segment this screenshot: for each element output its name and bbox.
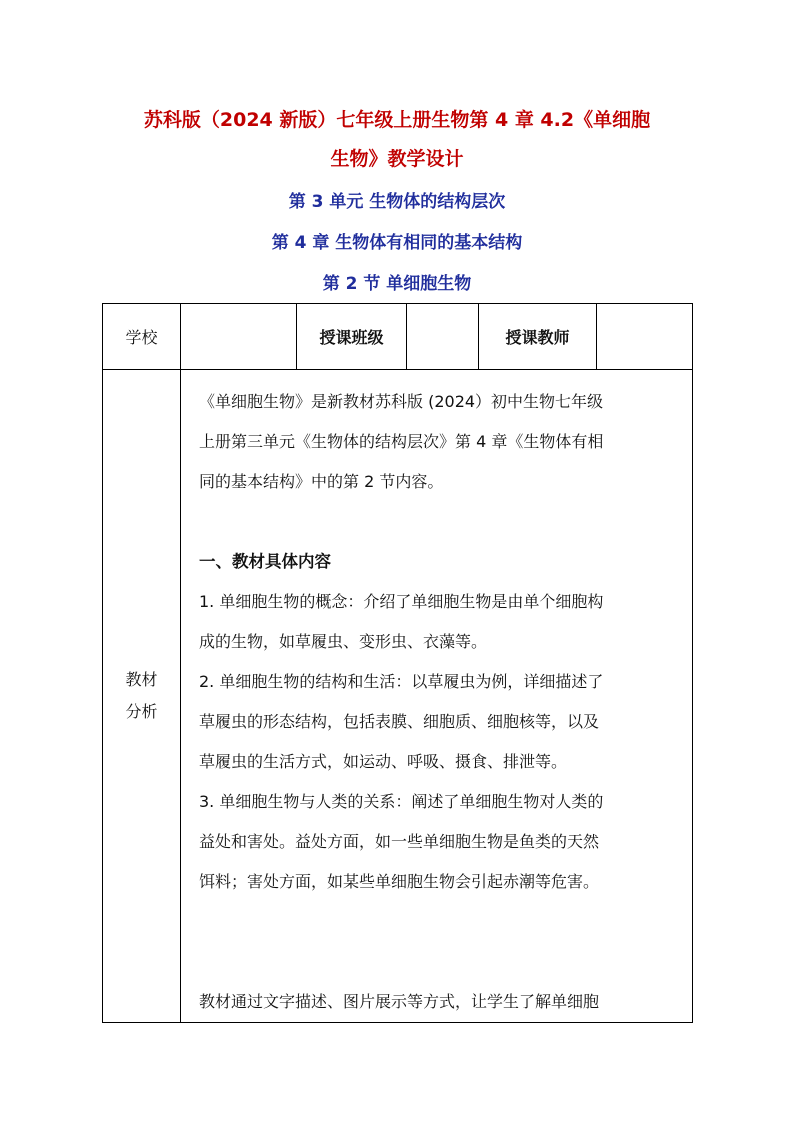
section-heading: 第 2 节 单细胞生物 [322,274,472,294]
teacher-value[interactable] [597,304,693,370]
point-3-line-2: 益处和害处。益处方面，如一些单细胞生物是鱼类的天然 [199,832,600,851]
class-value[interactable] [407,304,479,370]
point-2-line-2: 草履虫的形态结构，包括表膜、细胞质、细胞核等，以及 [199,712,600,731]
point-2-line-3: 草履虫的生活方式，如运动、呼吸、摄食、排泄等。 [199,752,568,771]
analysis-label [103,370,181,1023]
intro-line-3: 同的基本结构》中的第 2 节内容。 [199,472,444,491]
intro-line-2: 上册第三单元《生物体的结构层次》第 4 章《生物体有相 [199,432,604,451]
analysis-content [181,370,692,1022]
intro-line-1: 《单细胞生物》是新教材苏科版 (2024）初中生物七年级 [199,392,604,411]
point-2-line-1: 2. 单细胞生物的结构和生活：以草履虫为例，详细描述了 [199,672,604,691]
point-3-line-3: 饵料；害处方面，如某些单细胞生物会引起赤潮等危害。 [199,872,600,891]
school-value[interactable] [181,304,297,370]
analysis-label-line-1: 教材 [125,670,158,689]
content-heading: 一、教材具体内容 [199,552,331,571]
header-row [103,304,693,370]
point-1-line-1: 1. 单细胞生物的概念：介绍了单细胞生物是由单个细胞构 [199,592,604,611]
school-label: 学校 [103,304,181,370]
point-3-line-1: 3. 单细胞生物与人类的关系：阐述了单细胞生物对人类的 [199,792,604,811]
closing-line-1: 教材通过文字描述、图片展示等方式，让学生了解单细胞 [199,992,600,1011]
point-1-line-2: 成的生物，如草履虫、变形虫、衣藻等。 [199,632,488,651]
analysis-label-line-2: 分析 [125,702,158,721]
document-title-line-2: 生物》教学设计 [330,148,464,170]
lesson-table [102,303,693,1023]
analysis-content-cell [181,370,693,1023]
chapter-heading: 第 4 章 生物体有相同的基本结构 [271,233,523,253]
class-label: 授课班级 [297,304,407,370]
teacher-label: 授课教师 [479,304,597,370]
document-title-line-1: 苏科版（2024 新版）七年级上册生物第 4 章 4.2《单细胞 [143,109,651,131]
analysis-row [103,370,693,1023]
unit-heading: 第 3 单元 生物体的结构层次 [288,192,506,212]
